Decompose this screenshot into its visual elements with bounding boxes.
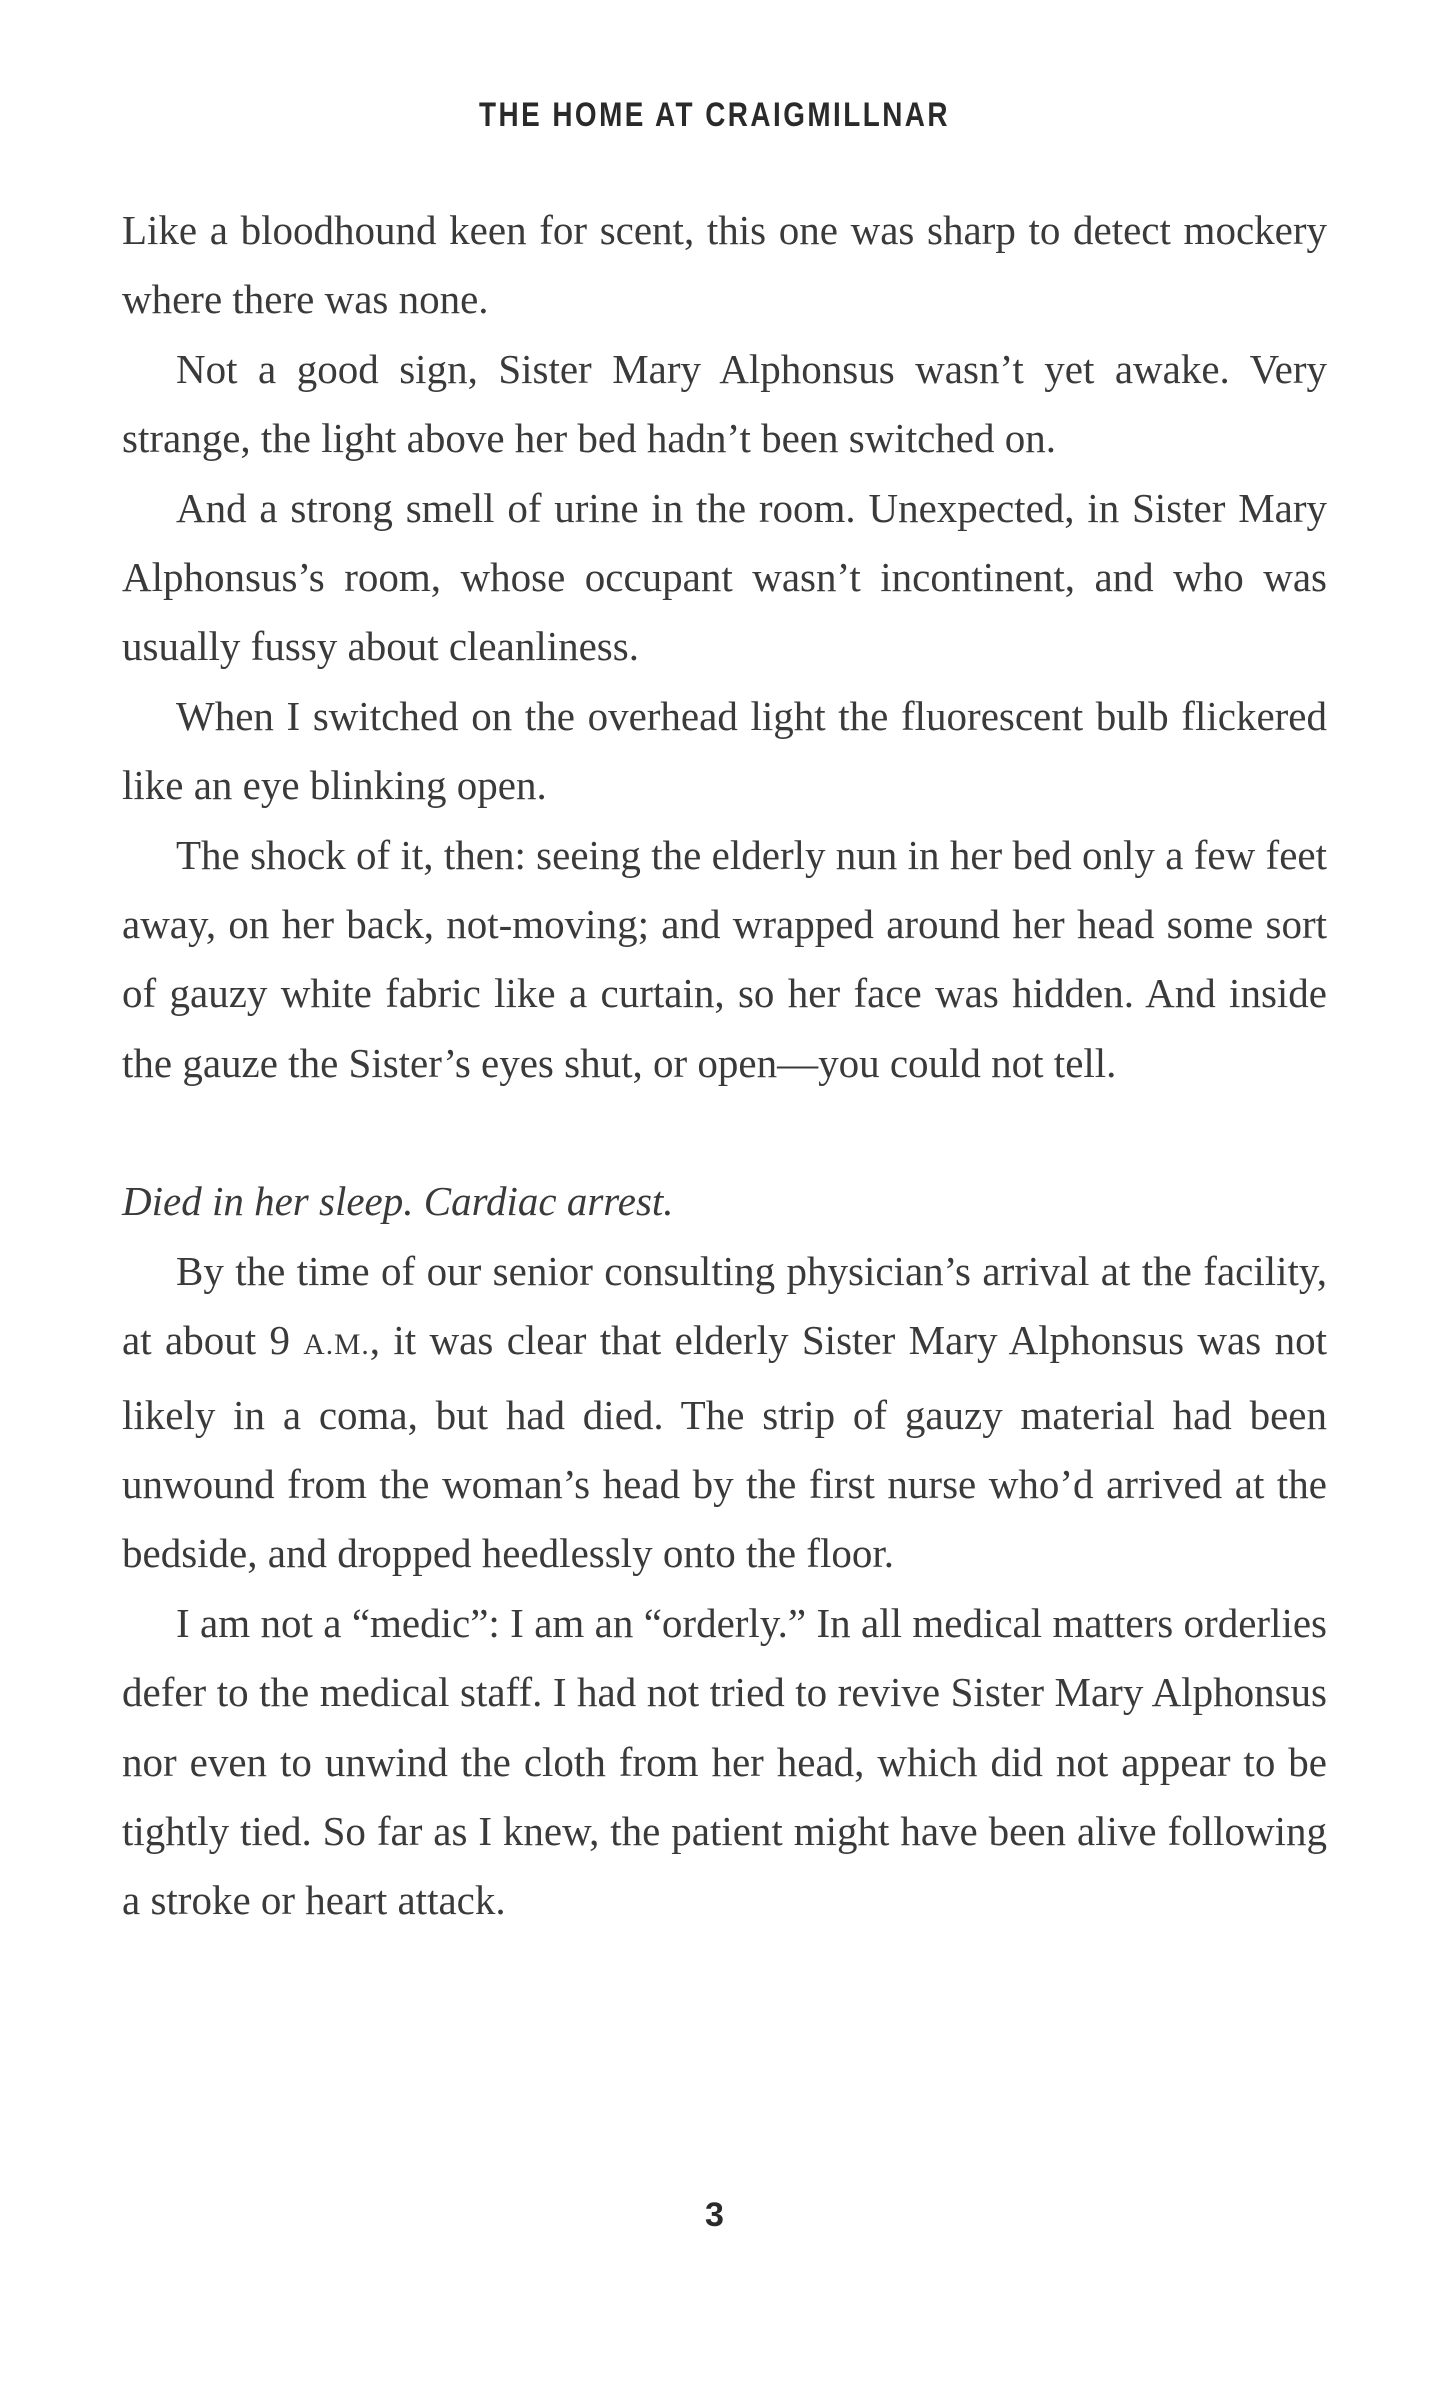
time-am-smallcaps: A.M. — [303, 1329, 370, 1362]
paragraph-3: And a strong smell of urine in the room. Unexpected, in Sister Mary Alphonsus’s room, whose occupant wasn’t incontinent, and who was usually fussy about cleanliness. — [122, 484, 1327, 670]
page-number: 3 — [705, 2196, 724, 2234]
paragraph-8: I am not a “medic”: I am an “orderly.” In all medical matters orderlies defer to the medical staff. I had not tried to revive Sister Mary Alphonsus nor even to unwind the cloth from her head, which did not appear to be tightly tied. So far as I knew, the patient might have been alive following a stroke or heart attack. — [122, 1599, 1327, 1924]
body-text — [122, 196, 1327, 1936]
paragraph-5: The shock of it, then: seeing the elderly nun in her bed only a few feet away, on her back, not-moving; and wrapped around her head some sort of gauzy white fabric like a curtain, so her face was hidden. And inside the gauze the Sister’s eyes shut, or open—you could not tell. — [122, 831, 1327, 1086]
paragraph-7-part-1: By the time of our senior consulting physician’s arrival at the facility, at about 9 — [122, 1247, 1327, 1364]
section-break — [122, 1098, 1327, 1167]
paragraph-7-part-2: , it was clear that elderly Sister Mary Alphonsus was not likely in a coma, but had died. The strip of gauzy material had been unwound from the woman’s head by the first nurse who’d arrived at the bedside, and dropped heedlessly onto the floor. — [122, 1317, 1327, 1577]
running-head: THE HOME AT CRAIGMILLNAR — [478, 96, 951, 134]
paragraph-italic: Died in her sleep. Cardiac arrest. — [122, 1178, 674, 1225]
paragraph-2: Not a good sign, Sister Mary Alphonsus wasn’t yet awake. Very strange, the light above her bed hadn’t been switched on. — [122, 345, 1327, 462]
paragraph-7 — [122, 1237, 1327, 1589]
paragraph-1: Like a bloodhound keen for scent, this one was sharp to detect mockery where there was none. — [122, 207, 1327, 323]
paragraph-4: When I switched on the overhead light the fluorescent bulb flickered like an eye blinking open. — [122, 692, 1327, 809]
